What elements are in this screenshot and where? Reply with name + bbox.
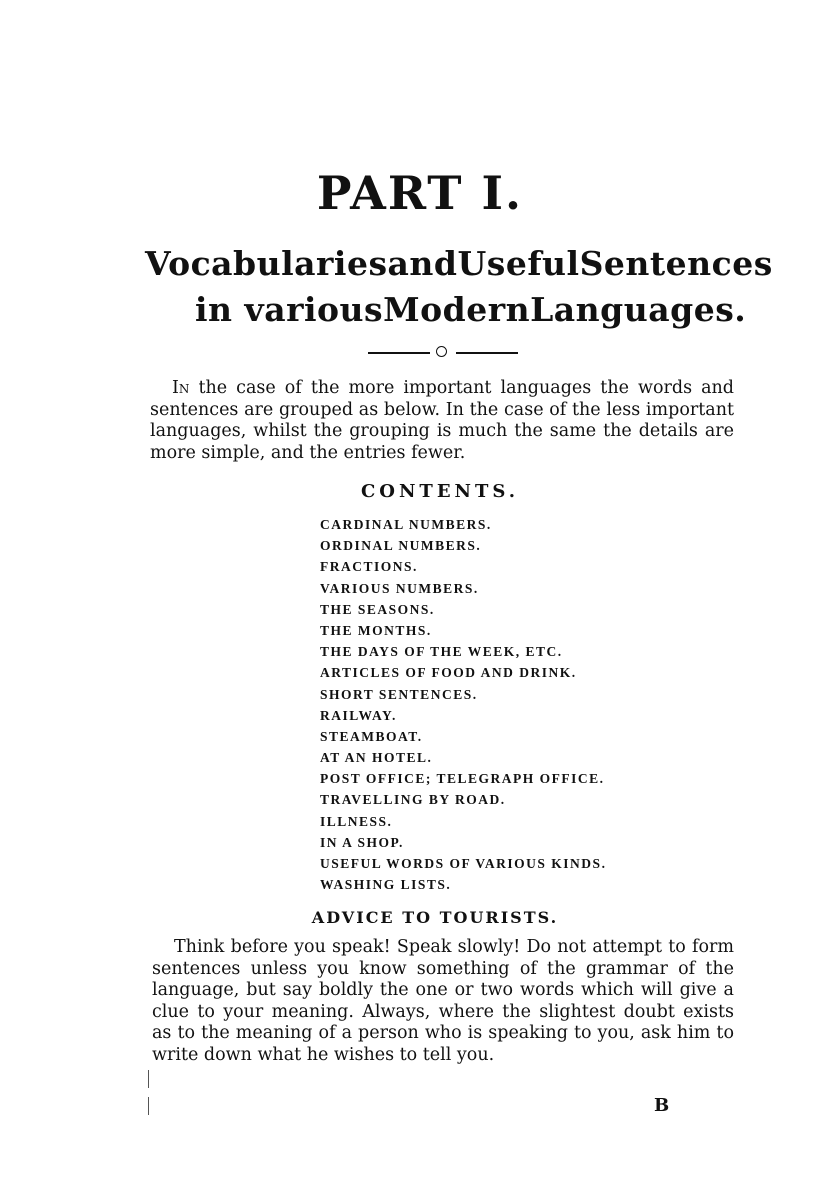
- subtitle-word: in various: [195, 290, 384, 329]
- advice-heading: ADVICE TO TOURISTS.: [311, 908, 559, 927]
- subtitle-word: and: [387, 244, 458, 283]
- intro-first-word: In: [172, 378, 190, 398]
- advice-paragraph: Think before you speak! Speak slowly! Do not attempt to form sentences unless you know something of the grammar of the language, but say boldly the one or two words which will give a clue to your meaning. Always, where the slightest doubt exists as to the meaning of a person who is speaking to you, ask him to write down what he wishes to tell you.: [152, 937, 734, 1065]
- contents-item: THE DAYS OF THE WEEK, ETC.: [320, 644, 563, 660]
- page-title: PART I.: [316, 166, 524, 220]
- contents-item: AT AN HOTEL.: [320, 750, 433, 766]
- contents-item: CARDINAL NUMBERS.: [320, 517, 492, 532]
- divider-circle-icon: [436, 346, 447, 357]
- ornamental-divider: [368, 340, 518, 364]
- intro-text: the case of the more important languages the words and sentences are grouped as below. In the case of the less important languages, whilst the grouping is much the same the details are more simple, and the entries fewer.: [150, 378, 734, 463]
- margin-mark: [148, 1070, 149, 1088]
- contents-item: THE MONTHS.: [320, 622, 432, 638]
- contents-item: STEAMBOAT.: [320, 728, 423, 744]
- subtitle-word: Useful: [457, 244, 580, 283]
- divider-rule-right: [456, 352, 518, 354]
- contents-item: ILLNESS.: [320, 813, 393, 829]
- subtitle-word: Modern: [383, 290, 531, 329]
- contents-item: IN A SHOP.: [320, 834, 404, 850]
- contents-item: VARIOUS NUMBERS.: [320, 580, 479, 596]
- contents-item: RAILWAY.: [320, 707, 397, 723]
- contents-item: TRAVELLING BY ROAD.: [320, 792, 506, 808]
- contents-item: SHORT SENTENCES.: [320, 686, 478, 702]
- subtitle-line-2: [195, 290, 747, 329]
- subtitle-word: Languages.: [530, 290, 747, 329]
- contents-item: ORDINAL NUMBERS.: [320, 538, 482, 554]
- contents-list: [320, 514, 606, 895]
- contents-item: ARTICLES OF FOOD AND DRINK.: [320, 665, 577, 681]
- contents-item: USEFUL WORDS OF VARIOUS KINDS.: [320, 856, 607, 871]
- subtitle-word: Vocabularies: [145, 244, 388, 283]
- divider-rule-left: [368, 352, 430, 354]
- subtitle-line-1: [145, 244, 773, 283]
- contents-item: FRACTIONS.: [320, 559, 418, 575]
- signature-mark: B: [654, 1095, 670, 1116]
- contents-heading: CONTENTS.: [360, 481, 520, 502]
- subtitle-word: Sentences: [579, 244, 773, 283]
- contents-item: WASHING LISTS.: [320, 877, 452, 893]
- intro-paragraph: [150, 378, 734, 464]
- contents-item: POST OFFICE; TELEGRAPH OFFICE.: [320, 771, 605, 787]
- contents-item: THE SEASONS.: [320, 601, 435, 617]
- margin-mark: [148, 1097, 149, 1115]
